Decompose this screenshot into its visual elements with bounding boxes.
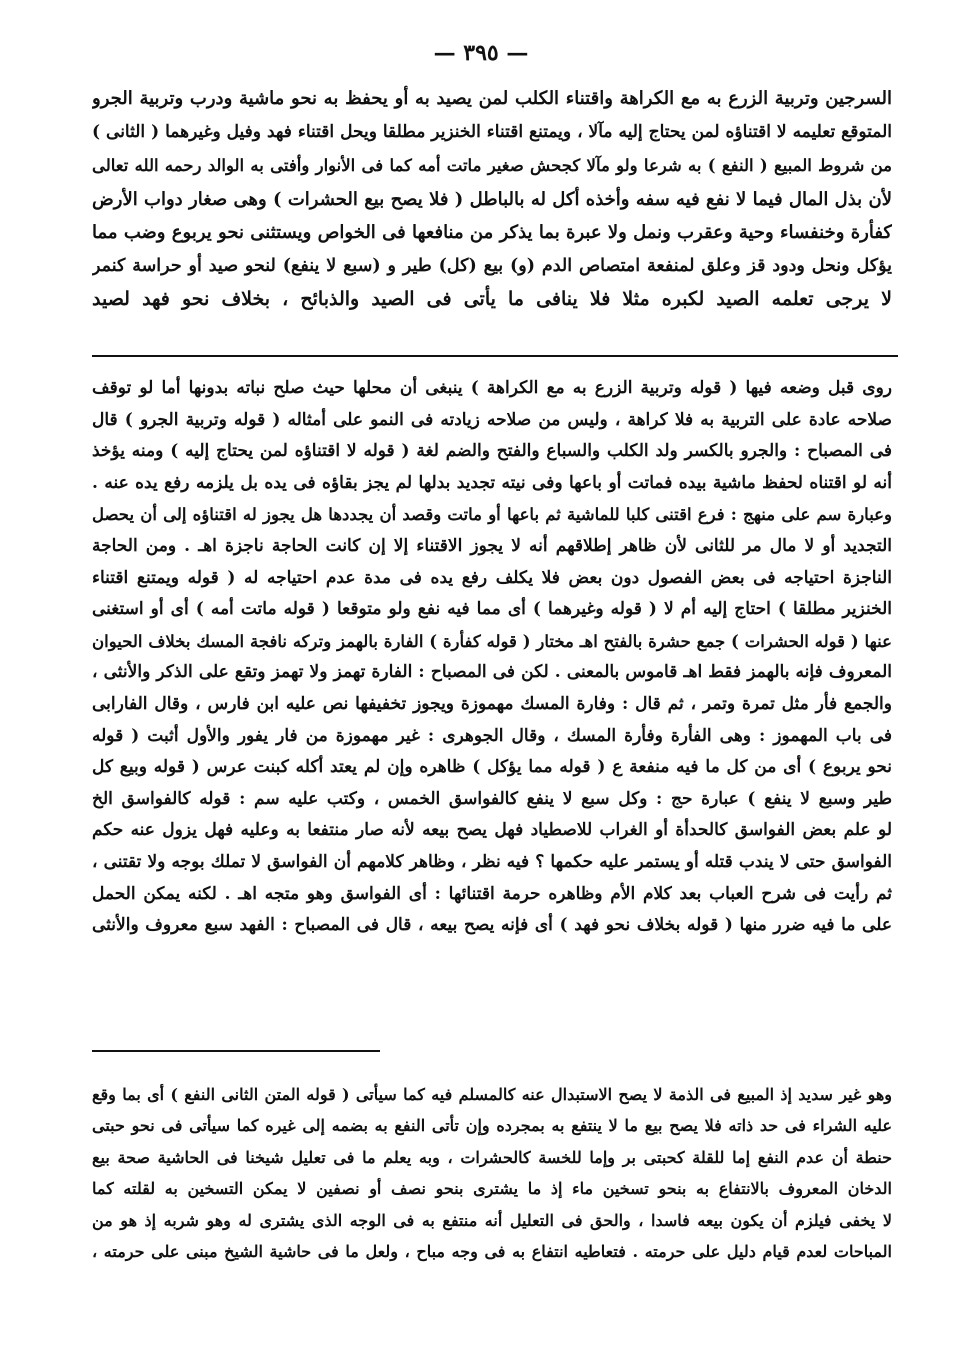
commentary-line: صلاحه عادة على التربية به فلا كراهة ، وليس من صلاحه زيادته فى النمو على أمثاله ( قوله وتربية الجرو ) قال	[92, 409, 892, 430]
commentary-line: فى المصباح : والجرو بالكسر ولد الكلب والسباع والفتح والضم لغة ( قوله لا اقتناؤه لمن يحتاج إليه ) ومنه يؤخذ	[92, 441, 892, 462]
main-text-line: لا يرجى تعلمه الصيد لكبره مثلا فلا ينافى ما يأتى فى الصيد والذبائح ، بخلاف نحو فهد لصيد	[92, 288, 892, 310]
commentary-line: وعبارة سم على منهج : فرع اقتنى كلبا للماشية ثم باعها أو ماتت وقصد أن يجددها هل يجوز له اقتناؤه إلى أن يحصل	[92, 505, 892, 525]
commentary-line: نحو يربوع ) أى من كل ما فيه منفعة ع ( قوله مما يؤكل ) ظاهره وإن لم يعتد أكله كبنت عرس ( قوله وبيع كل	[92, 757, 892, 778]
commentary-line: المعروف فإنه بالهمز فقط اهـ قاموس بالمعنى . لكن فى المصباح : الفارة تهمز ولا تهمز وتقع على الذكر والأنثى ،	[92, 662, 892, 683]
commentary-text	[92, 373, 892, 942]
main-text-line: من شروط المبيع ( النفع ) به شرعا ولو مآلا كجحش صغير ماتت أمه كما فى الأنوار وأفتى به الوالد رحمه الله تعالى	[92, 156, 892, 175]
commentary-line: التجديد أو لا مال مر للثانى لأن ظاهر إطلاقهم أنه لا يجوز الاقتناء إلا إن كانت الحاجة ناجزة اهـ . ومن الحاجة	[92, 535, 892, 556]
main-text-line: لأن بذل المال فيما لا نفع فيه سفه وأخذه أكل له بالباطل ( فلا يصح بيع الحشرات ) وهى صغار دواب الأرض	[92, 188, 892, 210]
main-text-line: كفأرة وخنفساء وحية وعقرب ونمل ولا عبرة بما يذكر من منافعها فى الخواص ويستثنى نحو يربوع وضب مما	[92, 222, 892, 243]
commentary-line: لو علم بعض الفواسق كالحدأة أو الغراب للاصطياد فهل يصح بيعه لأنه صار منتفعا به وعليه فهل يزول عنه حكم	[92, 820, 892, 841]
commentary-line: روى قبل وضعه فيها ( قوله وتربية الزرع به مع الكراهة ) ينبغى أن محلها حيث صلح نباته بدونها أما لو توقف	[92, 378, 892, 398]
main-text	[92, 82, 892, 317]
commentary-line: على ما فيه ضرر منها ( قوله بخلاف نحو فهد ) أى فإنه يصح بيعه ، قال فى المصباح : الفهد سبع معروف والأنثى	[92, 915, 892, 936]
commentary-line: ثم رأيت فى شرح العباب بعد كلام الأم وظاهره حرمة اقتنائها : أى الفواسق وهو متجه اهـ . لكنه يمكن الحمل	[92, 883, 892, 904]
footnote-line: لا يخفى فيلزم أن يكون بيعه فاسدا ، والحق فى التعليل أنه منتفع به فى الوجه الذى يشترى له وهو شربه إذ هو من	[92, 1210, 892, 1230]
main-commentary-divider	[92, 355, 898, 357]
footnote-text	[92, 1079, 892, 1267]
commentary-line: الناجزة احتياجه فى بعض الفصول دون بعض فلا يكلف رفع يده فى مدة عدم احتياجه له ( قوله ويمتنع اقتناء	[92, 567, 892, 588]
footnote-line: الدخان المعروف بالانتفاع به بنحو تسخين ماء إذ ما يشترى بنحو نصف أو نصفين لا يمكن التسخين به لقلته كما	[92, 1179, 892, 1199]
commentary-line: والجمع فأر مثل تمرة وتمر ، ثم قال : وفارة المسك مهموزة ويجوز تخفيفها نص عليه ابن فارس ، وقال الفارابى	[92, 693, 892, 714]
commentary-line: فى باب المهموز : وهى الفأرة وفأرة المسك ، وقال الجوهرى : غير مهموزة من فار يفور والأول أثبت ( قوله	[92, 725, 892, 746]
footnote-divider	[92, 1050, 380, 1052]
commentary-line: أنه لو اقتناه لحفظ ماشية بيده فماتت أو باعها وفى نيته تجديد بدلها لم يجز بقاؤه فى يده بل يلزمه رفع يده عنه .	[92, 472, 892, 493]
commentary-line: طير وسبع لا ينفع ) عبارة حج : وكل سبع لا ينفع كالفواسق الخمس ، وكتب عليه سم : قوله كالفواسق الخ	[92, 788, 892, 809]
main-text-line: المتوقع تعليمه لا اقتناؤه لمن يحتاج إليه مآلا ، ويمتنع اقتناء الخنزير مطلقا ويحل اقتناء فهد وفيل وغيرهما ( الثانى )	[92, 121, 892, 142]
footnote-line: عليه الشراء فى حد ذاته فلا يصح بيع ما لا ينتفع به بمجرده وإن تأتى النفع به بضمه إلى غيره كما سيأتى فى نحو حبتى	[92, 1116, 892, 1136]
footnote-line: المباحات لعدم قيام دليل على حرمته . فتعاطيه انتفاع به فى وجه مباح ، ولعل ما فى حاشية الشيخ مبنى على حرمته ،	[92, 1241, 892, 1261]
commentary-line: الفواسق حتى لا يندب قتله أو يستمر عليه حكمها ؟ فيه نظر ، وظاهر كلامهم أن الفواسق لا تملك بوجه ولا تقتنى ،	[92, 851, 892, 872]
main-text-line: السرجين وتربية الزرع به مع الكراهة واقتناء الكلب لمن يصيد به أو يحفظ به نحو ماشية ودرب وتربية الجرو	[92, 88, 892, 109]
footnote-line: حنطة أن عدم النفع إما للقلة كحبتى بر وإما للخسة كالحشرات ، وبه يعلم ما فى تعليل شيخنا فى الحاشية صحة بيع	[92, 1147, 892, 1167]
commentary-line: عنها ( قوله الحشرات ) جمع حشرة بالفتح اهـ مختار ( قوله كفأرة ) الفارة بالهمز وتركه نافجة المسك بخلاف الحيوان	[92, 631, 892, 651]
page-number: — ٣٩٥ —	[433, 40, 529, 66]
main-text-line: يؤكل ونحل ودود قز وعلق لمنفعة امتصاص الدم (و) بيع (كل) طير و (سبع لا ينفع) لنحو صيد أو حراسة كنمر	[92, 255, 892, 276]
footnote-line: وهو غير سديد إذ المبيع فى الذمة لا يصح الاستبدال عنه كالمسلم فيه كما سيأتى ( قوله المتن الثانى النفع ) أى بما وقع	[92, 1085, 892, 1104]
commentary-line: الخنزير مطلقا ) احتاج إليه أم لا ( قوله وغيرهما ) أى مما فيه نفع ولو متوقعا ( قوله ماتت أمه ) أى أو استغنى	[92, 599, 892, 620]
